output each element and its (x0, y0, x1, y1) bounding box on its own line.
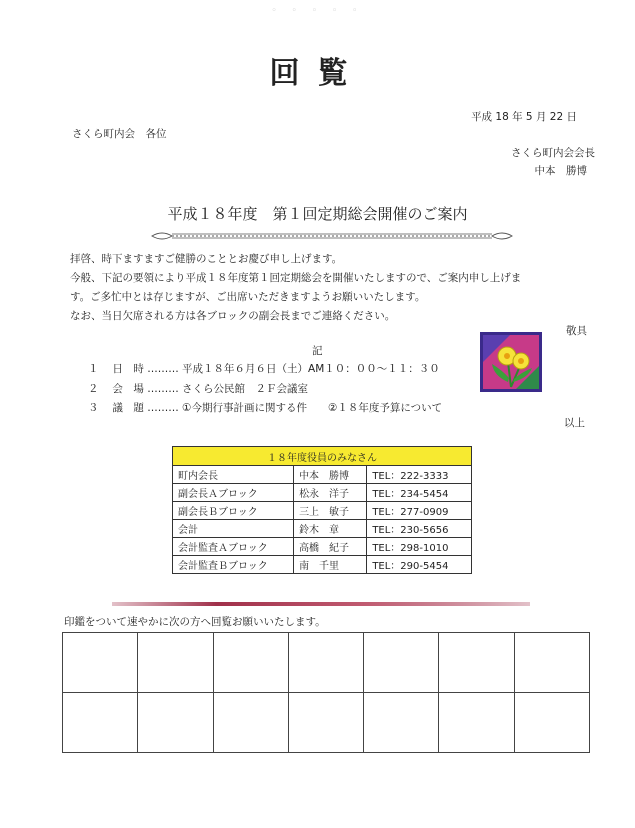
stamp-cell (514, 633, 589, 693)
officers-table (172, 446, 472, 574)
officers-header-row (173, 447, 472, 466)
table-row (173, 538, 472, 556)
officer-name: 中本 勝博 (294, 466, 367, 484)
stamp-cell (213, 693, 288, 753)
table-row (173, 502, 472, 520)
faint-header-marks: ◦ ◦ ◦ ◦ ◦ (271, 6, 364, 16)
item-number: ２ (88, 383, 99, 395)
item-label: 日 時 (112, 363, 144, 375)
item-leader: ……… (147, 402, 179, 414)
officer-role: 会計 (173, 520, 294, 538)
item-value: さくら公民館 ２Ｆ会議室 (182, 383, 309, 395)
officer-name: 三上 敏子 (294, 502, 367, 520)
stamp-cell (63, 693, 138, 753)
stamp-cell (288, 633, 363, 693)
item-leader: ……… (147, 363, 179, 375)
officer-role: 会計監査Ｂブロック (173, 556, 294, 574)
stamp-row (63, 633, 590, 693)
stamp-cell (138, 693, 213, 753)
officer-tel: TEL：222-3333 (367, 466, 472, 484)
officers-header: １８年度役員のみなさん (173, 447, 472, 466)
closing-ijo: 以上 (564, 417, 585, 429)
body-line-4: なお、当日欠席される方は各ブロックの副会長までご連絡ください。 (70, 310, 396, 322)
body-line-3: す。ご多忙中とは存じますが、ご出席いただきますようお願いいたします。 (70, 291, 426, 303)
officer-role: 副会長Ｂブロック (173, 502, 294, 520)
stamp-cell (364, 633, 439, 693)
item-row-venue (88, 381, 308, 396)
page-title: 回覧 (269, 56, 366, 91)
officer-name: 鈴木 章 (294, 520, 367, 538)
item-label: 会 場 (112, 383, 144, 395)
item-row-agenda (88, 400, 442, 415)
item-leader: ……… (147, 383, 179, 395)
table-row (173, 466, 472, 484)
sender-name: 中本 勝博 (534, 165, 587, 177)
stamp-cell (288, 693, 363, 753)
ornament-divider-icon (148, 229, 516, 243)
stamp-cell (439, 693, 514, 753)
item-number: ３ (88, 402, 99, 414)
item-number: １ (88, 363, 99, 375)
sender-organization: さくら町内会会長 (511, 147, 595, 159)
item-value: 平成１８年６月６日（土）AM１０：００～１１：３０ (182, 363, 440, 375)
officer-tel: TEL：277-0909 (367, 502, 472, 520)
table-row (173, 484, 472, 502)
stamp-cell (138, 633, 213, 693)
issue-date: 平成 18 年 5 月 22 日 (471, 111, 577, 123)
officer-name: 南 千里 (294, 556, 367, 574)
item-row-date (88, 361, 440, 376)
officer-role: 副会長Ａブロック (173, 484, 294, 502)
officer-name: 松永 洋子 (294, 484, 367, 502)
divider-rule (112, 602, 530, 606)
stamp-grid (62, 632, 590, 753)
officer-role: 町内会長 (173, 466, 294, 484)
stamp-cell (63, 633, 138, 693)
stamp-row (63, 693, 590, 753)
addressee: さくら町内会 各位 (72, 128, 167, 140)
item-value: ①今期行事計画に関する件 ②１８年度予算について (182, 402, 443, 414)
item-label: 議 題 (112, 402, 144, 414)
stamp-cell (213, 633, 288, 693)
body-line-2: 今般、下記の要領により平成１８年度第１回定期総会を開催いたしますので、ご案内申し上げま (70, 272, 522, 284)
officer-tel: TEL：234-5454 (367, 484, 472, 502)
officer-tel: TEL：298-1010 (367, 538, 472, 556)
officer-tel: TEL：290-5454 (367, 556, 472, 574)
stamp-cell (514, 693, 589, 753)
ki-marker: 記 (312, 345, 323, 357)
stamp-cell (364, 693, 439, 753)
body-line-1: 拝啓、時下ますますご健勝のこととお慶び申し上げます。 (70, 253, 343, 265)
officer-role: 会計監査Ａブロック (173, 538, 294, 556)
stamp-cell (439, 633, 514, 693)
officer-name: 高橋 紀子 (294, 538, 367, 556)
table-row (173, 520, 472, 538)
closing-keigu: 敬具 (566, 325, 587, 337)
stamp-instruction: 印鑑をついて速やかに次の方へ回覧お願いいたします。 (64, 616, 326, 628)
notice-heading: 平成１８年度 第１回定期総会開催のご案内 (167, 205, 468, 223)
officer-tel: TEL：230-5656 (367, 520, 472, 538)
table-row (173, 556, 472, 574)
flower-illustration-icon (480, 332, 542, 392)
